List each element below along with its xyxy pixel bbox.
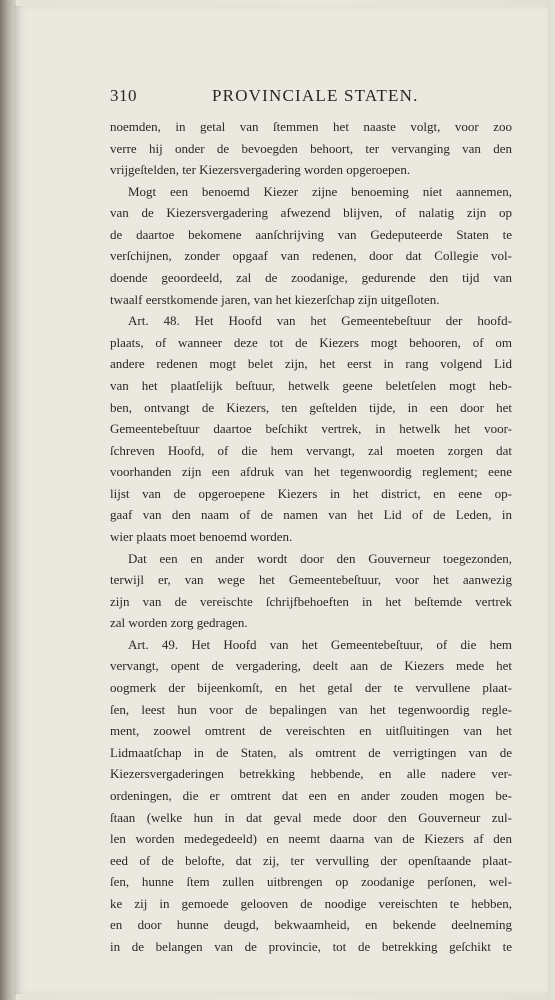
text-line: ſchreven Hoofd, of die hem vervangt, zal moeten zorgen dat xyxy=(110,442,512,458)
text-line: Art. 48. Het Hoofd van het Gemeentebeſtuur der hoofd- xyxy=(128,313,512,329)
text-line: Art. 49. Het Hoofd van het Gemeentebeſtuur, of die hem xyxy=(128,636,512,652)
text-line: noemden, in getal van ſtemmen het naaste volgt, voor zoo xyxy=(110,119,512,134)
text-line: Dat een en ander wordt door den Gouverneur toegezonden, xyxy=(128,550,512,566)
text-line: voorhanden zijn een afdruk van het tegenwoordig reglement; eene xyxy=(110,464,512,480)
text-line: Lidmaatſchap in de Staten, als omtrent de verrigtingen van de xyxy=(110,744,512,760)
text-line: ſtaan (welke hun in dat geval mede door den Gouverneur zul- xyxy=(110,809,512,825)
text-line: oogmerk der bijeenkomſt, en het getal der te vervullene plaat- xyxy=(110,680,512,696)
text-line: van het plaatſelijk beſtuur, hetwelk geene beletſelen mogt heb- xyxy=(110,377,512,393)
text-line: eed of de belofte, dat zij, ter vervulling der openſtaande plaat- xyxy=(110,852,512,868)
text-line: verre hij onder de bevoegden behoort, ter vervanging van den xyxy=(110,140,512,156)
text-line: len worden medegedeeld) en neemt daarna van de Kiezers af den xyxy=(110,831,512,847)
text-line: in de belangen van de provincie, tot de betrekking geſchikt te xyxy=(110,938,512,954)
text-line: de daartoe bekomene aanſchrijving van Gedeputeerde Staten te xyxy=(110,226,512,242)
text-line: en door hunne deugd, bekwaamheid, en bekende deelneming xyxy=(110,917,512,933)
text-line: twaalf eerstkomende jaren, van het kiezerſchap zijn uitgeſloten. xyxy=(110,291,440,307)
text-line: wier plaats moet benoemd worden. xyxy=(110,528,293,544)
text-line: andere redenen mogt belet zijn, het eerst in rang volgend Lid xyxy=(110,356,512,372)
text-line: gaaf van den naam of de namen van het Lid of de Leden, in xyxy=(110,507,512,523)
text-line: Gemeentebeſtuur daartoe beſchikt vertrek, in hetwelk het voor- xyxy=(110,421,512,437)
text-line: lijst van de opgeroepene Kiezers in het district, en eene op- xyxy=(110,485,512,501)
text-line: Mogt een benoemd Kiezer zijne benoeming niet aannemen, xyxy=(128,183,512,199)
text-line: ben, ontvangt de Kiezers, ten geſtelden tijde, in een door het xyxy=(110,399,512,415)
text-line: zijn van de vereischte ſchrijfbehoeften in het beſtemde vertrek xyxy=(110,593,512,609)
page-header xyxy=(110,86,510,106)
text-line: vervangt, opent de vergadering, deelt aan de Kiezers mede het xyxy=(110,658,512,674)
text-line: Kiezersvergaderingen betrekking hebbende, en alle nadere ver- xyxy=(110,766,512,782)
text-line: doende geoordeeld, zal de zoodanige, gedurende den tijd van xyxy=(110,270,512,286)
text-line: terwijl er, van wege het Gemeentebeſtuur, voor het aanwezig xyxy=(110,572,512,588)
page-number: 310 xyxy=(110,86,137,105)
text-line: ſen, hunne ſtem zullen uitbrengen op zoodanige perſonen, wel- xyxy=(110,874,512,890)
text-line: van de Kiezersvergadering afwezend blijven, of nalatig zijn op xyxy=(110,205,512,221)
text-line: ſen, leest hun voor de bepalingen van het tegenwoordig regle- xyxy=(110,701,512,717)
body-text xyxy=(110,116,512,958)
text-line: ordeningen, die er omtrent dat een en ander zouden mogen be- xyxy=(110,787,512,803)
running-head: PROVINCIALE STATEN. xyxy=(212,86,419,105)
text-line: ment, zoowel omtrent de vereischten en uitſluitingen van het xyxy=(110,723,512,739)
text-line: verſchijnen, zonder opgaaf van redenen, door dat Collegie vol- xyxy=(110,248,512,264)
text-line: zal worden zorg gedragen. xyxy=(110,615,248,631)
text-line: plaats, of wanneer deze tot de Kiezers mogt behooren, of om xyxy=(110,334,512,350)
text-line: ke zij in gemoede gelooven de noodige vereischten te hebben, xyxy=(110,895,512,911)
text-line: vrijgeſtelden, ter Kiezersvergadering worden opgeroepen. xyxy=(110,162,411,178)
